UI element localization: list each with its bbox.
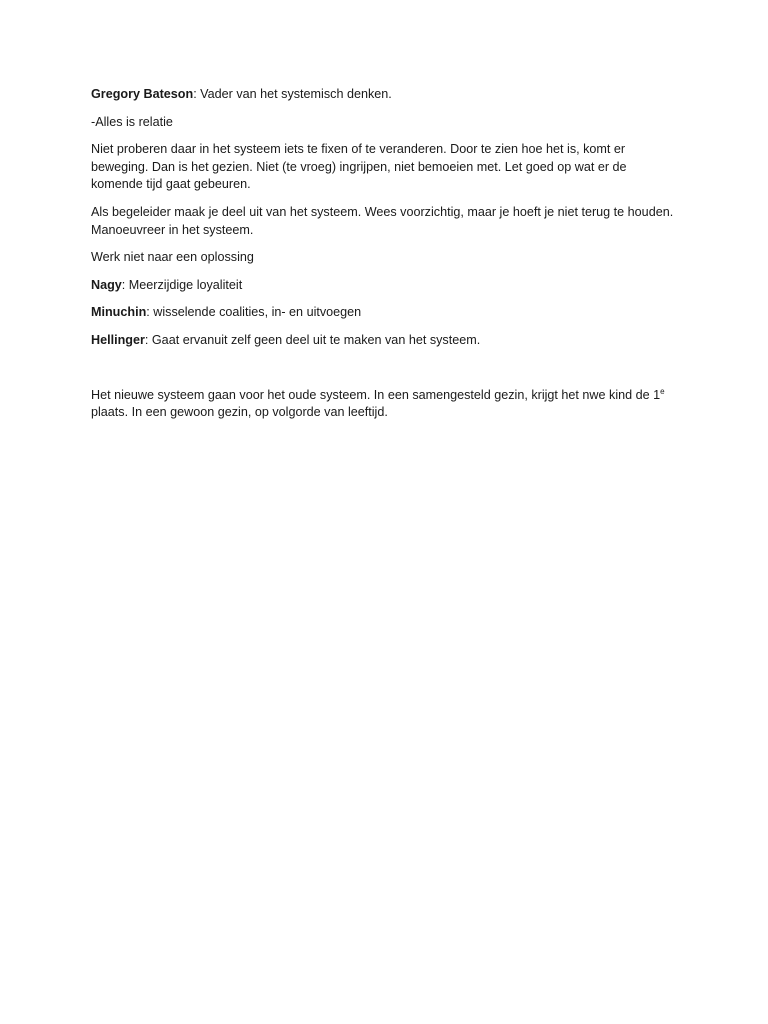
name-hellinger: Hellinger xyxy=(91,332,145,347)
paragraph-text: : Gaat ervanuit zelf geen deel uit te maken van het systeem. xyxy=(144,332,481,347)
paragraph-text: : wisselende coalities, in- en uitvoegen xyxy=(146,305,362,320)
document-body xyxy=(91,86,681,432)
paragraph-bateson xyxy=(91,86,681,104)
ordinal-superscript: e xyxy=(660,386,665,396)
paragraph-text: : Meerzijdige loyaliteit xyxy=(121,277,243,292)
paragraph-begeleider: Als begeleider maak je deel uit van het systeem. Wees voorzichtig, maar je hoeft je niet terug te houden. Manoeuvreer in het systeem. xyxy=(91,204,674,237)
paragraph-text: : Vader van het systemisch denken. xyxy=(193,87,392,101)
paragraph-text: Het nieuwe systeem gaan voor het oude systeem. In een samengesteld gezin, krijgt het nwe kind de 1 xyxy=(91,387,661,402)
paragraph-niet-proberen: Niet proberen daar in het systeem iets te fixen of te veranderen. Door te zien hoe het is, komt er beweging. Dan is het gezien. Niet (te vroeg) ingrijpen, niet bemoeien met. Let goed op wat er de komende tijd gaat gebeuren. xyxy=(91,142,627,192)
paragraph-hellinger xyxy=(91,332,681,350)
paragraph-minuchin xyxy=(91,304,681,322)
name-nagy: Nagy xyxy=(91,277,122,292)
name-minuchin: Minuchin xyxy=(91,305,147,320)
paragraph-nieuwe-systeem xyxy=(91,387,681,422)
name-bateson: Gregory Bateson xyxy=(91,87,194,101)
paragraph-text: plaats. In een gewoon gezin, op volgorde van leeftijd. xyxy=(91,405,388,420)
paragraph-alles-is-relatie: -Alles is relatie xyxy=(91,114,173,129)
paragraph-nagy xyxy=(91,277,681,295)
paragraph-oplossing: Werk niet naar een oplossing xyxy=(91,250,254,265)
